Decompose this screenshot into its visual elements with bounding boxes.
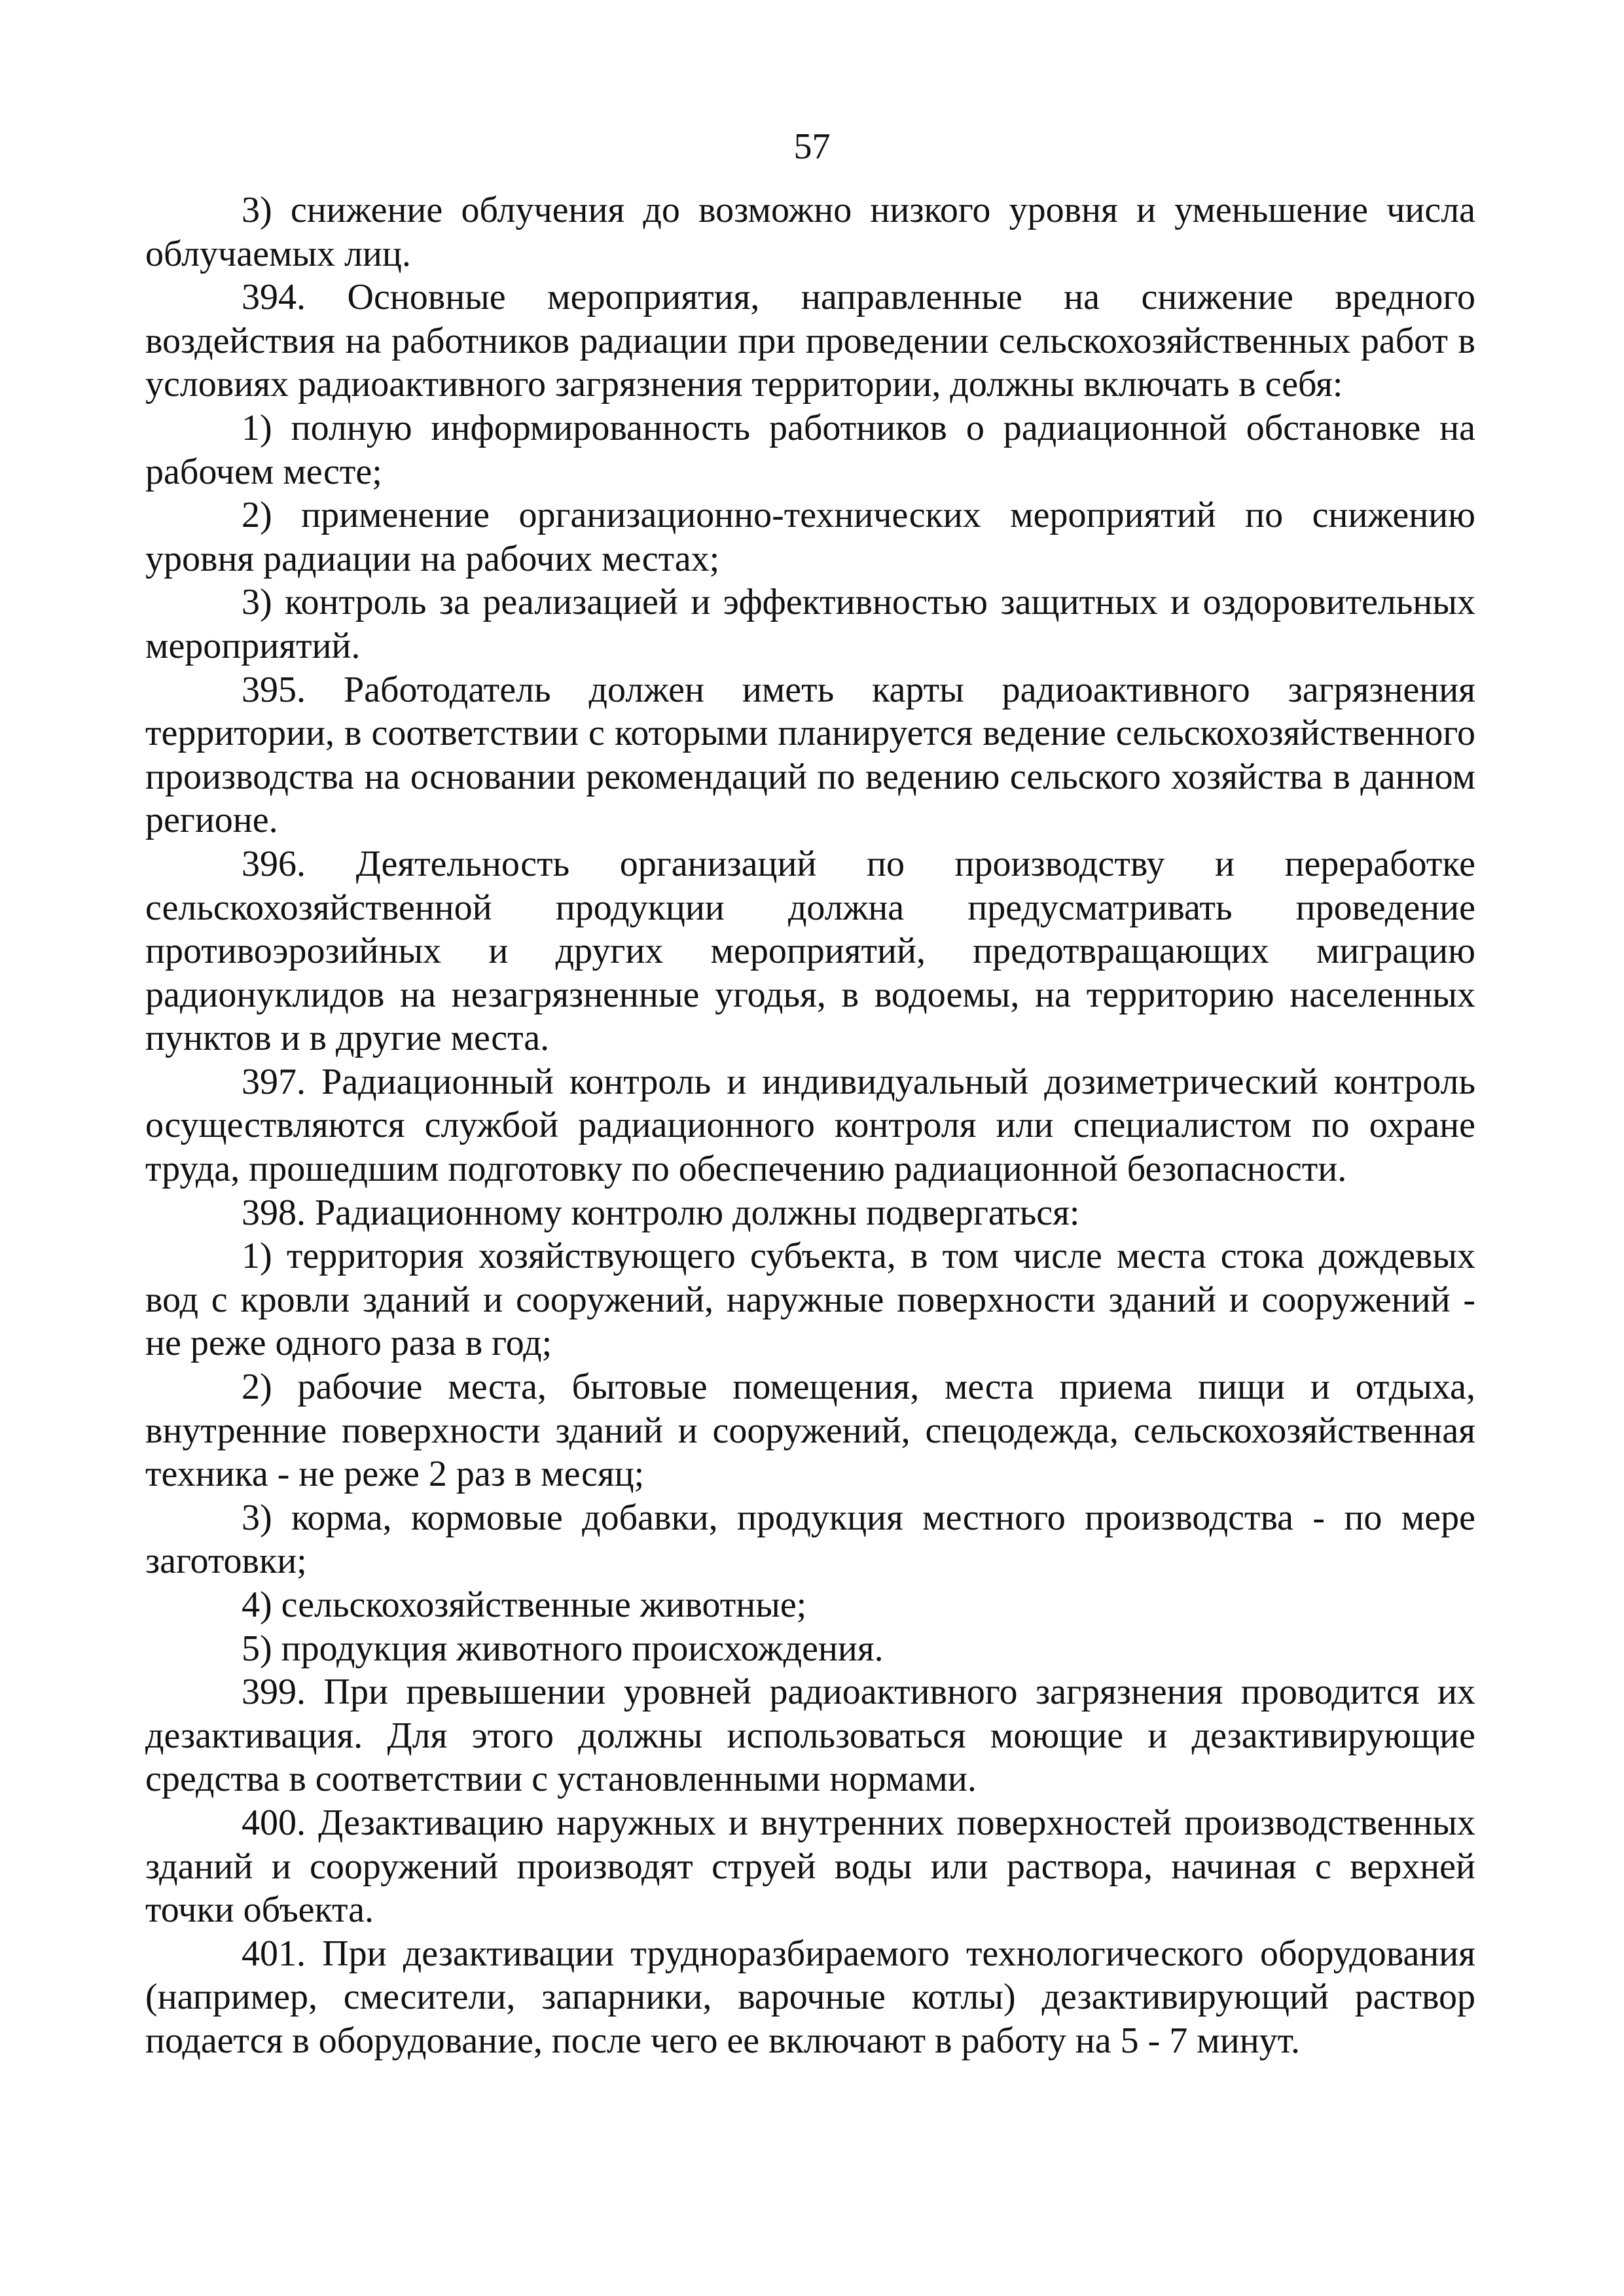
clause-395: 395. Работодатель должен иметь карты радиоактивного загрязнения территории, в соответствии с которыми планируется ведение сельскохозяйственного производства на основании рекомендаций по ведению сельского хозяйства в данном регионе. [145, 669, 1475, 841]
list-item-3-feed: 3) корма, кормовые добавки, продукция местного производства - по мере заготовки; [145, 1497, 1475, 1582]
list-item-3-dose-reduction: 3) снижение облучения до возможно низкого уровня и уменьшение числа облучаемых лиц. [145, 190, 1475, 274]
clause-398: 398. Радиационному контролю должны подвергаться: [242, 1192, 1080, 1233]
clause-397: 397. Радиационный контроль и индивидуальный дозиметрический контроль осуществляются службой радиационного контроля или специалистом по охране труда, прошедшим подготовку по обеспечению радиационной безопасности. [145, 1061, 1475, 1190]
clause-401: 401. При дезактивации трудноразбираемого технологического оборудования (например, смесители, запарники, варочные котлы) дезактивирующий раствор подается в оборудование, после чего ее включают в работу на 5 - 7 минут. [145, 1933, 1475, 2061]
list-item-1-awareness: 1) полную информированность работников о радиационной обстановке на рабочем месте; [145, 407, 1475, 492]
page-number: 57 [793, 126, 831, 167]
list-item-3-control: 3) контроль за реализацией и эффективностью защитных и оздоровительных мероприятий. [145, 582, 1475, 666]
list-item-4-animals: 4) сельскохозяйственные животные; [242, 1585, 807, 1625]
list-item-2-workplaces: 2) рабочие места, бытовые помещения, места приема пищи и отдыха, внутренние поверхности зданий и сооружений, спецодежда, сельскохозяйственная техника - не реже 2 раз в месяц; [145, 1367, 1475, 1495]
clause-400: 400. Дезактивацию наружных и внутренних поверхностей производственных зданий и сооружений производят струей воды или раствора, начиная с верхней точки объекта. [145, 1802, 1475, 1931]
list-item-5-animal-products: 5) продукция животного происхождения. [242, 1628, 884, 1669]
list-item-1-territory: 1) территория хозяйствующего субъекта, в том числе места стока дождевых вод с кровли зданий и сооружений, наружные поверхности зданий и сооружений - не реже одного раза в год; [145, 1236, 1475, 1364]
clause-396: 396. Деятельность организаций по производству и переработке сельскохозяйственной продукции должна предусматривать проведение противоэрозийных и других мероприятий, предотвращающих миграцию радионуклидов на незагрязненные угодья, в водоемы, на территорию населенных пунктов и в другие места. [145, 843, 1475, 1059]
list-item-2-technical-measures: 2) применение организационно-технических мероприятий по снижению уровня радиации на рабочих местах; [145, 495, 1475, 579]
clause-394: 394. Основные мероприятия, направленные на снижение вредного воздействия на работников радиации при проведении сельскохозяйственных работ в условиях радиоактивного загрязнения территории, должны включать в себя: [145, 277, 1475, 405]
clause-399: 399. При превышении уровней радиоактивного загрязнения проводится их дезактивация. Для этого должны использоваться моющие и дезактивирующие средства в соответствии с установленными нормами. [145, 1672, 1475, 1800]
document-body [145, 188, 1475, 2063]
